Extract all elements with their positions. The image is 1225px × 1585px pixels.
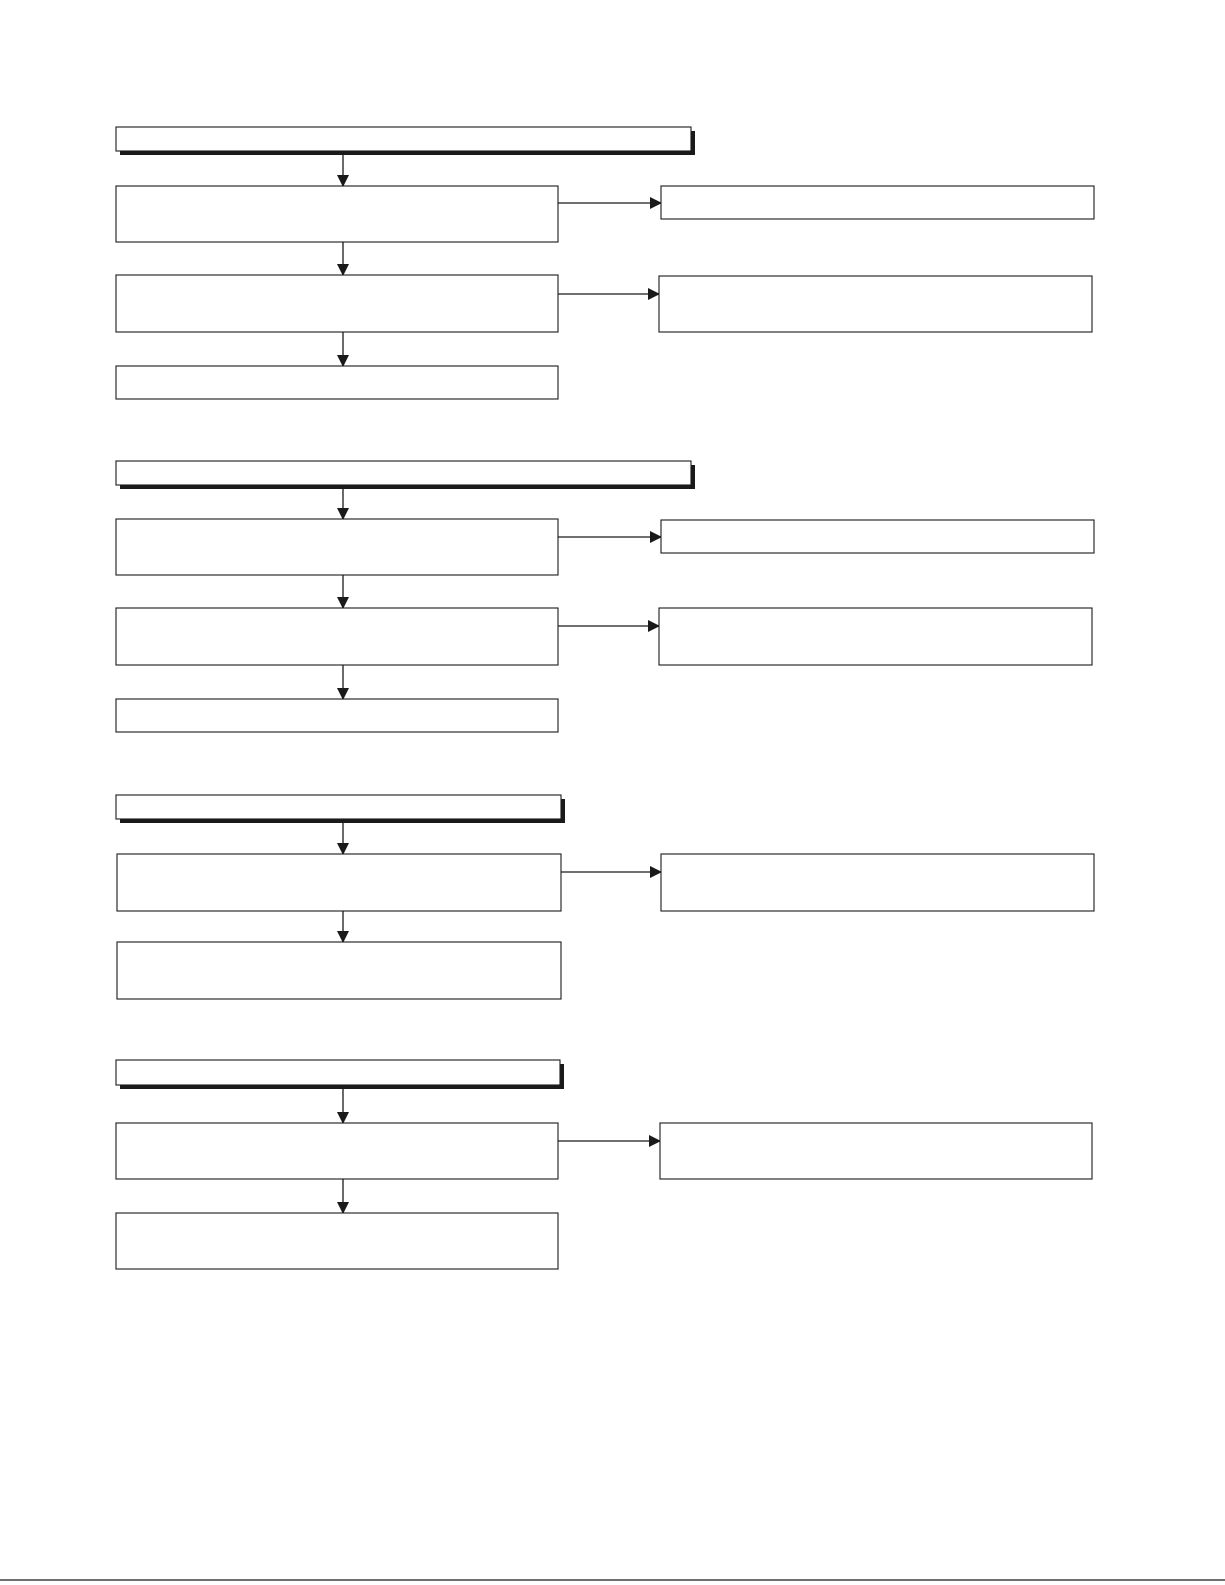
section-1-header — [116, 127, 691, 151]
section-3-step-1 — [117, 854, 561, 911]
section-4-step-2 — [116, 1213, 558, 1269]
section-3-header — [116, 795, 561, 819]
section-2-step-2 — [116, 608, 558, 665]
section-2-header — [116, 461, 691, 485]
section-1-step-3 — [116, 366, 558, 399]
section-4-step-1-branch — [660, 1123, 1092, 1179]
section-3-step-2 — [117, 942, 561, 999]
section-1-step-1 — [116, 186, 558, 242]
section-2-step-1 — [116, 519, 558, 575]
section-2-step-3 — [116, 699, 558, 732]
section-3-step-1-branch — [661, 854, 1094, 911]
section-1-step-2 — [116, 275, 558, 332]
section-2-step-2-branch — [659, 608, 1092, 665]
section-4-header — [116, 1060, 560, 1085]
section-1-step-2-branch — [659, 276, 1092, 332]
section-1-step-1-branch — [661, 186, 1094, 219]
section-2-step-1-branch — [661, 520, 1094, 553]
section-4-step-1 — [116, 1123, 558, 1179]
